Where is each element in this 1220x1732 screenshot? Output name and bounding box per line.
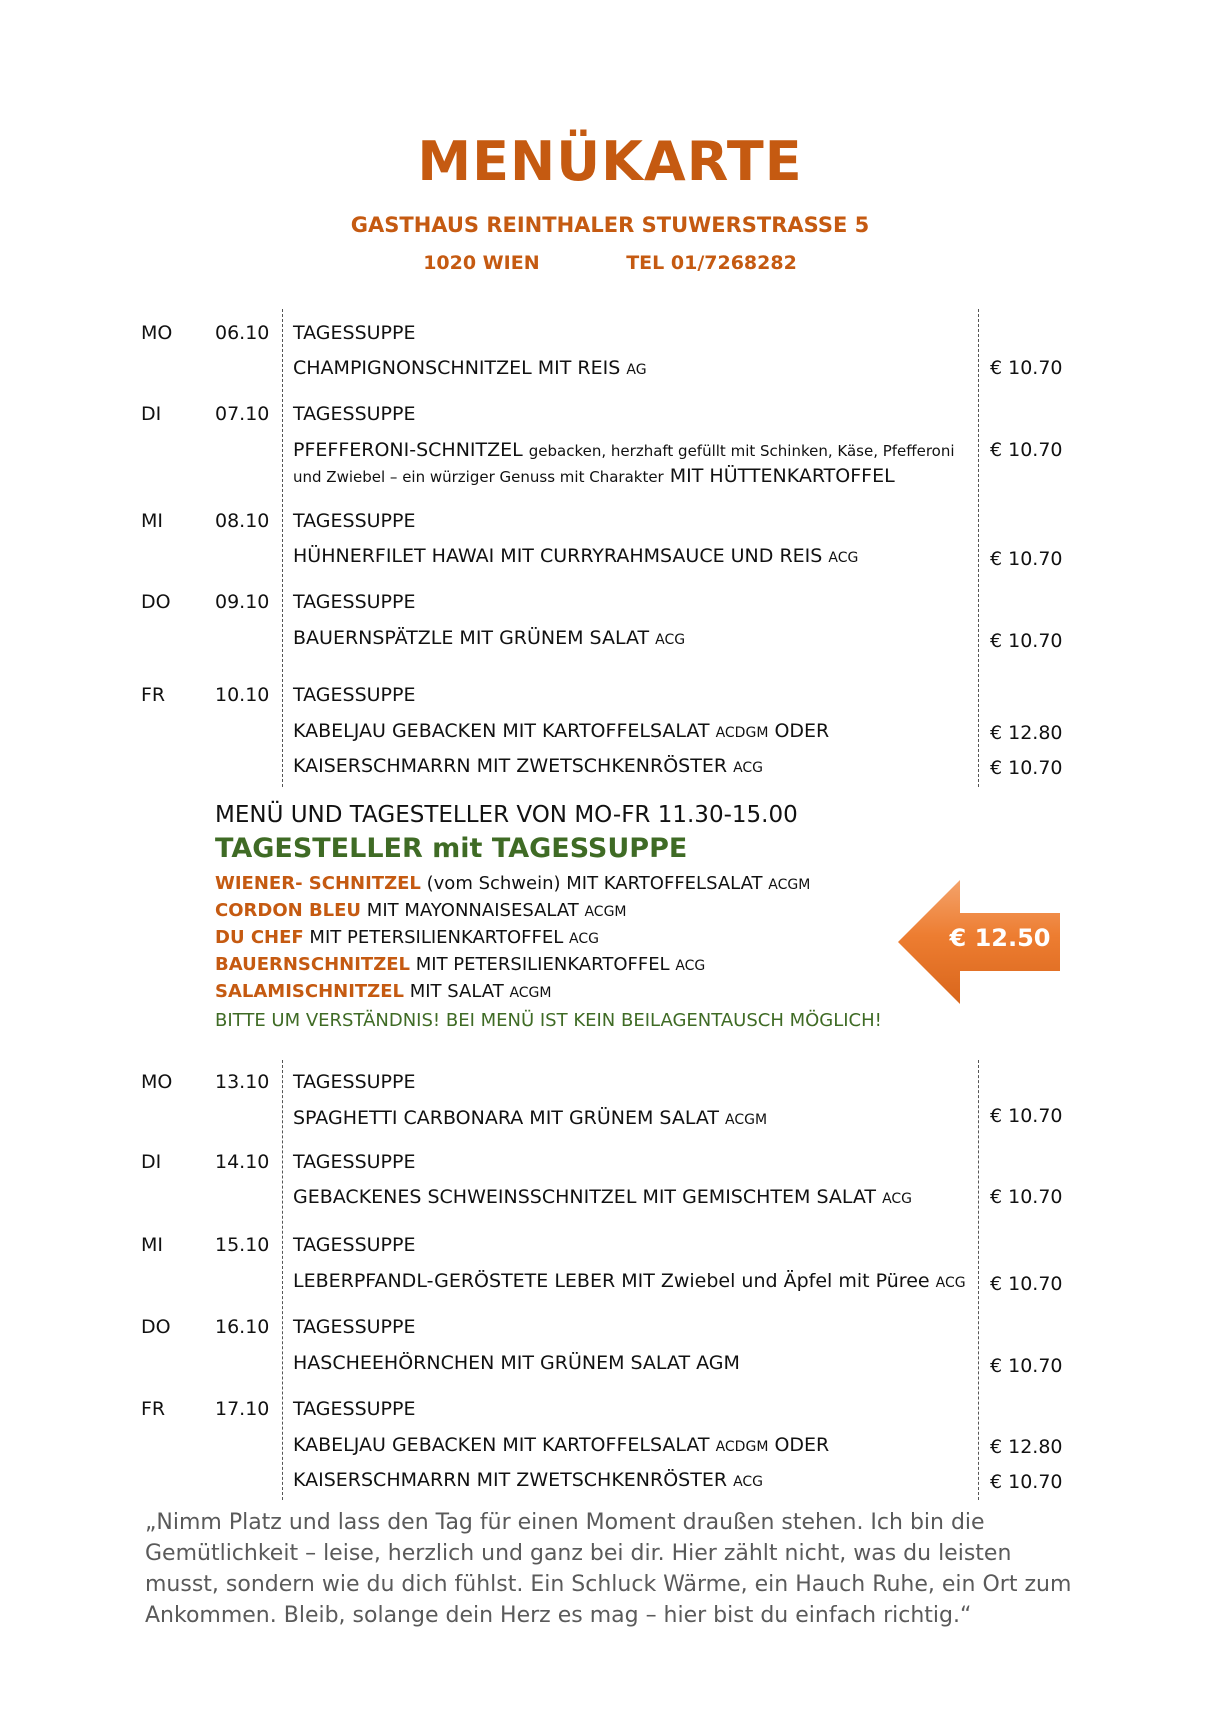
date: 17.10 (215, 1398, 270, 1420)
price: € 10.70 (990, 1471, 1063, 1493)
dish (293, 1269, 966, 1295)
table-row (0, 1150, 1220, 1180)
table-row (0, 626, 1220, 656)
dish-description: gebacken, herzhaft gefüllt mit Schinken, Käse, Pfefferoni und Zwiebel – ein würziger Genuss mit Charakter (293, 442, 955, 486)
table-row (0, 1433, 1220, 1463)
table-row (0, 402, 1220, 432)
dish-suffix: ODER (774, 720, 830, 742)
table-row (0, 1233, 1220, 1263)
dish-side: MIT HÜTTENKARTOFFEL (669, 465, 895, 487)
date: 15.10 (215, 1234, 270, 1256)
table-row (0, 754, 1220, 784)
allergens: ACGM (725, 1112, 768, 1128)
dish (293, 754, 763, 780)
dish-suffix: ODER (774, 1434, 830, 1456)
dish: HASCHEEHÖRNCHEN MIT GRÜNEM SALAT AGM (293, 1352, 740, 1374)
table-row (0, 438, 1220, 494)
date: 10.10 (215, 684, 270, 706)
table-row (0, 683, 1220, 713)
allergens: ACG (828, 550, 859, 566)
list-item (215, 981, 551, 1002)
price: € 10.70 (990, 630, 1063, 652)
soup: TAGESSUPPE (293, 322, 416, 344)
price: € 10.70 (990, 1186, 1063, 1208)
price: € 10.70 (990, 1273, 1063, 1295)
dish-name: KABELJAU GEBACKEN MIT KARTOFFELSALAT (293, 1434, 710, 1456)
allergens: ACG (882, 1191, 913, 1207)
table-row (0, 544, 1220, 574)
opening-hours: MENÜ UND TAGESTELLER VON MO-FR 11.30-15.00 (215, 802, 798, 828)
dish-name: GEBACKENES SCHWEINSSCHNITZEL MIT GEMISCHTEM SALAT (293, 1186, 877, 1208)
soup: TAGESSUPPE (293, 403, 416, 425)
table-row (0, 1106, 1220, 1136)
dish-name: SPAGHETTI CARBONARA MIT GRÜNEM SALAT (293, 1107, 719, 1129)
dish-name: HÜHNERFILET HAWAI MIT CURRYRAHMSAUCE UND REIS (293, 545, 823, 567)
dish (293, 544, 858, 570)
table-row (0, 321, 1220, 351)
allergens: ACG (733, 1474, 764, 1490)
table-row (0, 1351, 1220, 1381)
table-row (0, 719, 1220, 749)
dish (293, 719, 829, 745)
table-row (0, 1269, 1220, 1299)
dish-name: DU CHEF (215, 927, 304, 948)
dish-side: MIT MAYONNAISESALAT (361, 900, 585, 921)
soup: TAGESSUPPE (293, 1398, 416, 1420)
city: 1020 WIEN (423, 252, 540, 274)
dish-name: BAUERNSPÄTZLE MIT GRÜNEM SALAT (293, 627, 650, 649)
allergens: ACDGM (715, 1439, 769, 1455)
dish-name: KAISERSCHMARRN MIT ZWETSCHKENRÖSTER (293, 1469, 728, 1491)
day: DO (141, 1316, 171, 1338)
allergens: ACG (568, 931, 599, 947)
day: MI (141, 1234, 163, 1256)
dish (293, 626, 685, 652)
contact-line (0, 252, 1220, 274)
dish-name: BAUERNSCHNITZEL (215, 954, 411, 975)
allergens: AG (626, 362, 647, 378)
price: € 10.70 (990, 757, 1063, 779)
dish-name: CORDON BLEU (215, 900, 362, 921)
dish (293, 356, 647, 382)
restaurant-address: GASTHAUS REINTHALER STUWERSTRASSE 5 (350, 213, 870, 237)
date: 16.10 (215, 1316, 270, 1338)
soup: TAGESSUPPE (293, 591, 416, 613)
date: 06.10 (215, 322, 270, 344)
dish (293, 438, 973, 490)
tagesteller-title: TAGESTELLER mit TAGESSUPPE (215, 833, 688, 864)
allergens: ACG (935, 1275, 966, 1291)
soup: TAGESSUPPE (293, 1151, 416, 1173)
dish (293, 1185, 912, 1211)
dish-side: MIT SALAT (404, 981, 510, 1002)
allergens: ACG (655, 632, 686, 648)
price-arrow-badge (898, 880, 1060, 1004)
dish-name: KABELJAU GEBACKEN MIT KARTOFFELSALAT (293, 720, 710, 742)
price: € 10.70 (990, 1105, 1063, 1127)
table-row (0, 1185, 1220, 1215)
dish-side: MIT PETERSILIENKARTOFFEL (303, 927, 569, 948)
list-item (215, 873, 810, 894)
price: € 10.70 (990, 357, 1063, 379)
dish-name: SALAMISCHNITZEL (215, 981, 404, 1002)
table-row (0, 1070, 1220, 1100)
day: DO (141, 591, 171, 613)
dish-name: PFEFFERONI-SCHNITZEL (293, 439, 523, 461)
closing-quote: „Nimm Platz und lass den Tag für einen Moment draußen stehen. Ich bin die Gemütlichkeit – leise, herzlich und ganz bei dir. Hier zählt nicht, was du leisten musst, sondern wie du dich fühlst. Ein Schluck Wärme, ein Hauch Ruhe, ein Ort zum Ankommen. Bleib, solange dein Herz es mag – hier bist du einfach richtig.“ (145, 1510, 1072, 1628)
dish (293, 1106, 767, 1132)
table-row (0, 1315, 1220, 1345)
day: MO (141, 1071, 173, 1093)
dish-name: LEBERPFANDL-GERÖSTETE LEBER MIT Zwiebel und Äpfel mit Püree (293, 1270, 930, 1292)
allergens: ACG (733, 760, 764, 776)
allergens: ACGM (584, 904, 627, 920)
soup: TAGESSUPPE (293, 1316, 416, 1338)
day: DI (141, 403, 162, 425)
price: € 10.70 (990, 548, 1063, 570)
notice-text: BITTE UM VERSTÄNDNIS! BEI MENÜ IST KEIN BEILAGENTAUSCH MÖGLICH! (215, 1010, 882, 1031)
day: MI (141, 510, 163, 532)
day: MO (141, 322, 173, 344)
allergens: ACGM (768, 877, 811, 893)
allergens: ACG (675, 958, 706, 974)
table-row (0, 356, 1220, 386)
day: DI (141, 1151, 162, 1173)
phone: TEL 01/7268282 (626, 252, 797, 274)
dish-name: KAISERSCHMARRN MIT ZWETSCHKENRÖSTER (293, 755, 728, 777)
price: € 10.70 (990, 439, 1063, 461)
list-item (215, 954, 705, 975)
list-item (215, 900, 627, 921)
soup: TAGESSUPPE (293, 684, 416, 706)
dish (293, 1433, 829, 1459)
day: FR (141, 1398, 166, 1420)
table-row (0, 590, 1220, 620)
date: 08.10 (215, 510, 270, 532)
dish-name: WIENER- SCHNITZEL (215, 873, 421, 894)
list-item (215, 927, 599, 948)
page-title: MENÜKARTE (417, 130, 803, 193)
allergens: ACDGM (715, 725, 769, 741)
soup: TAGESSUPPE (293, 510, 416, 532)
price: € 12.80 (990, 1436, 1063, 1458)
dish-side: MIT PETERSILIENKARTOFFEL (410, 954, 676, 975)
date: 13.10 (215, 1071, 270, 1093)
tagesteller-price: € 12.50 (949, 924, 1051, 952)
table-row (0, 1468, 1220, 1498)
table-row (0, 509, 1220, 539)
allergens: ACGM (509, 985, 552, 1001)
date: 09.10 (215, 591, 270, 613)
soup: TAGESSUPPE (293, 1234, 416, 1256)
day: FR (141, 684, 166, 706)
table-row (0, 1397, 1220, 1427)
date: 14.10 (215, 1151, 270, 1173)
dish-name: CHAMPIGNONSCHNITZEL MIT REIS (293, 357, 621, 379)
soup: TAGESSUPPE (293, 1071, 416, 1093)
dish (293, 1468, 763, 1494)
price: € 12.80 (990, 722, 1063, 744)
date: 07.10 (215, 403, 270, 425)
price: € 10.70 (990, 1355, 1063, 1377)
dish-side: (vom Schwein) MIT KARTOFFELSALAT (420, 873, 769, 894)
